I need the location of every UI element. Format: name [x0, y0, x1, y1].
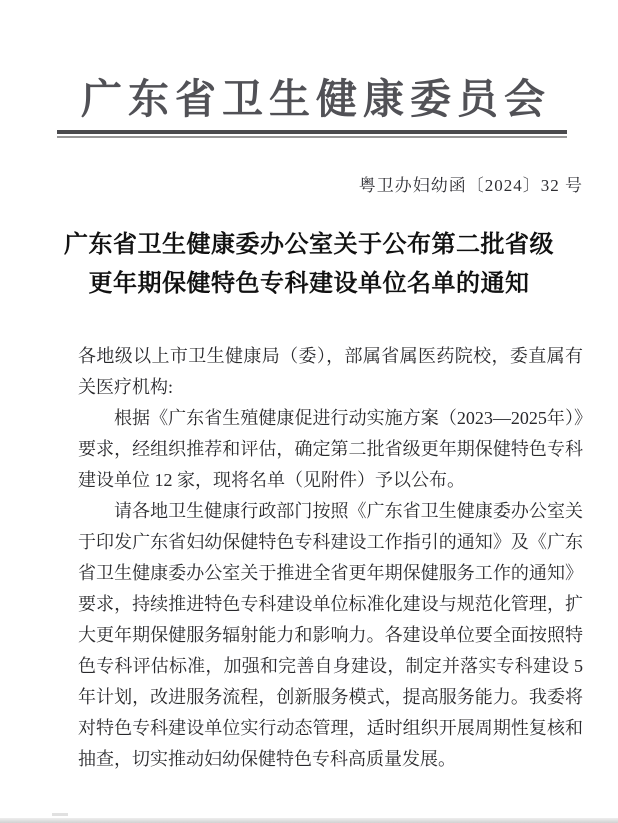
salutation: 各地级以上市卫生健康局（委），部属省属医药院校，委直属有关医疗机构: — [78, 346, 583, 397]
scan-artifact — [52, 813, 68, 816]
doc-number: 粤卫办妇幼函〔2024〕32 号 — [358, 176, 583, 195]
letterhead-rule-light-line — [57, 136, 567, 138]
body-paragraph-2: 请各地卫生健康行政部门按照《广东省卫生健康委办公室关于印发广东省妇幼保健特色专科建设工作指引的通知》及《广东省卫生健康委办公室关于推进全省更年期保健服务工作的通知》要求，持续推进特色专科建设单位标准化建设与规范化管理，扩大更年期保健服务辐射能力和影响力。各建设单位要全面按照特色专科评估标准，加强和完善自身建设，制定并落实专科建设 5 年计划，改进服务流程，创新服务模式，提高服务能力。我委将对特色专科建设单位实行动态管理，适时组织开展周期性复核和抽查，切实推动妇幼保健特色专科高质量发展。 — [78, 501, 583, 769]
page-bottom-strip — [0, 818, 618, 823]
body-text — [78, 341, 583, 775]
notice-title-line-1: 广东省卫生健康委办公室关于公布第二批省级 — [64, 232, 554, 258]
letterhead-rule-dark-line — [57, 130, 567, 134]
org-name: 广东省卫生健康委员会 — [81, 76, 551, 122]
notice-title-line-2: 更年期保健特色专科建设单位名单的通知 — [88, 271, 530, 297]
body-paragraph-1: 根据《广东省生殖健康促进行动实施方案（2023—2025年）》要求，经组织推荐和评估，确定第二批省级更年期保健特色专科建设单位 12 家，现将名单（见附件）予以公布。 — [78, 408, 583, 490]
letterhead-rule — [57, 130, 567, 138]
notice-title — [0, 226, 618, 304]
